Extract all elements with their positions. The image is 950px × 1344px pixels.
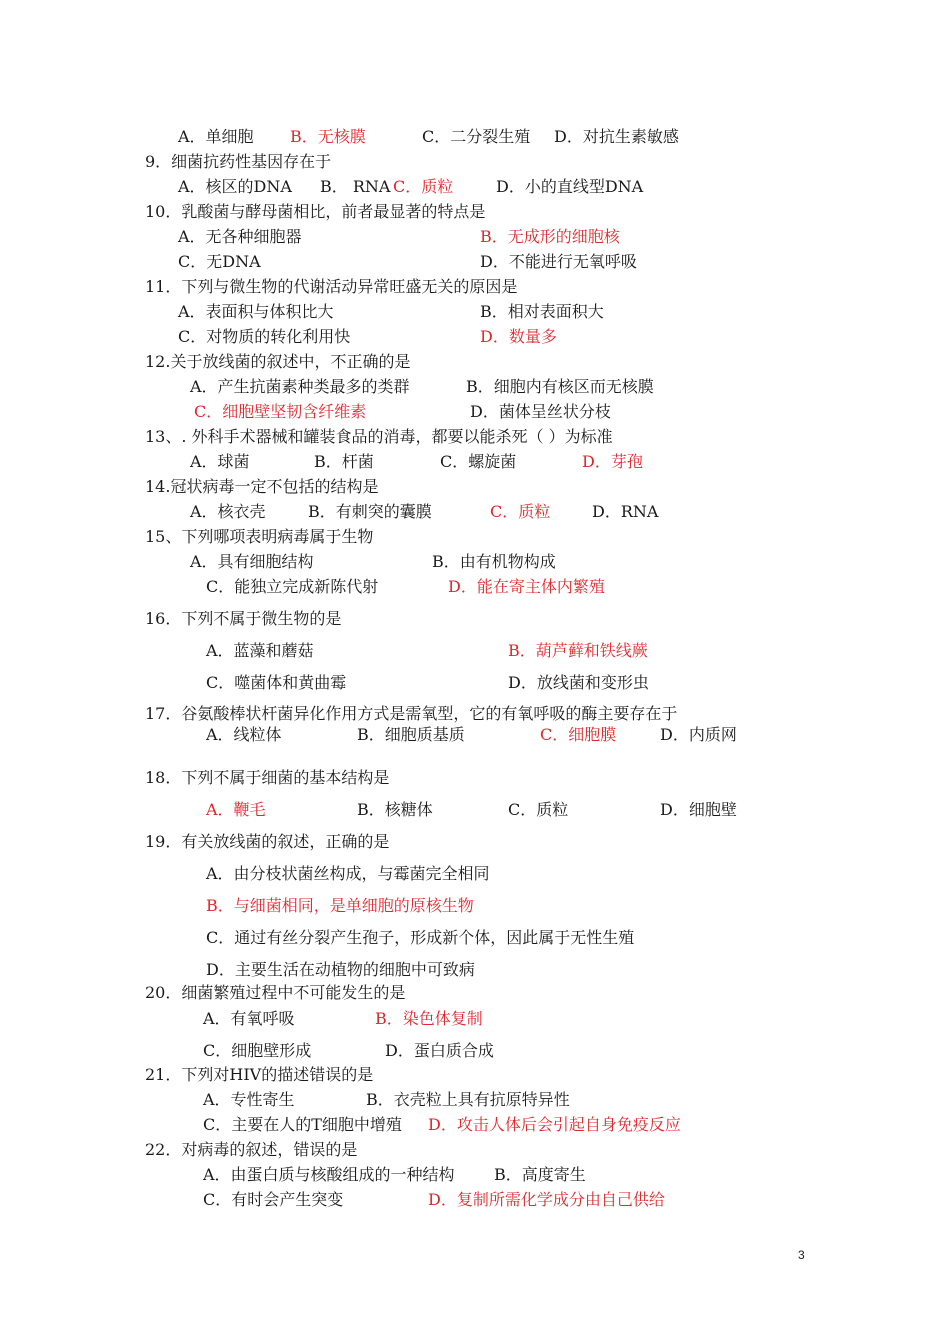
question-text: 22．对病毒的叙述，错误的是: [145, 1140, 358, 1159]
question-text: B．核糖体: [357, 800, 433, 819]
question-text: C．细胞壁形成: [203, 1041, 312, 1060]
question-text: B．杆菌: [314, 452, 374, 471]
question-text: D．蛋白质合成: [385, 1041, 494, 1060]
question-text: A．专性寄生: [203, 1090, 295, 1109]
question-text: D．细胞壁: [660, 800, 737, 819]
question-text: A．核区的DNA: [178, 177, 292, 196]
question-text: A．表面积与体积比大: [178, 302, 334, 321]
question-text: 21．下列对HIV的描述错误的是: [145, 1065, 374, 1084]
question-text: D．对抗生素敏感: [554, 127, 679, 146]
question-text: A．球菌: [190, 452, 250, 471]
answer-text: C．质粒: [490, 502, 551, 521]
question-text: 15、下列哪项表明病毒属于生物: [145, 527, 374, 546]
question-text: B．有刺突的囊膜: [308, 502, 432, 521]
answer-text: D．芽孢: [582, 452, 643, 471]
question-text: B．高度寄生: [494, 1165, 586, 1184]
question-text: A．由分枝状菌丝构成，与霉菌完全相同: [206, 864, 490, 883]
question-text: C．对物质的转化利用快: [178, 327, 351, 346]
answer-text: C．细胞膜: [540, 725, 617, 744]
question-text: 13、. 外科手术器械和罐装食品的消毒，都要以能杀死（ ）为标准: [145, 427, 613, 446]
question-text: C．有时会产生突变: [203, 1190, 344, 1209]
question-text: C．主要在人的T细胞中增殖: [203, 1115, 402, 1134]
answer-text: B．无成形的细胞核: [480, 227, 620, 246]
question-text: D．菌体呈丝状分枝: [470, 402, 611, 421]
question-text: 20．细菌繁殖过程中不可能发生的是: [145, 983, 406, 1002]
answer-text: A．鞭毛: [206, 800, 266, 819]
question-text: D．内质网: [660, 725, 737, 744]
answer-text: C．质粒: [393, 177, 454, 196]
question-text: D．不能进行无氧呼吸: [480, 252, 637, 271]
question-text: B．细胞内有核区而无核膜: [466, 377, 654, 396]
question-text: C．通过有丝分裂产生孢子，形成新个体，因此属于无性生殖: [206, 928, 635, 947]
question-text: 9．细菌抗药性基因存在于: [145, 152, 332, 171]
question-text: 16．下列不属于微生物的是: [145, 609, 342, 628]
question-text: C．噬菌体和黄曲霉: [206, 673, 347, 692]
question-text: A．有氧呼吸: [203, 1009, 295, 1028]
answer-text: D．能在寄主体内繁殖: [448, 577, 605, 596]
question-text: 11．下列与微生物的代谢活动异常旺盛无关的原因是: [145, 277, 518, 296]
question-text: C．螺旋菌: [440, 452, 517, 471]
answer-text: B．无核膜: [290, 127, 366, 146]
question-text: C．无DNA: [178, 252, 261, 271]
answer-text: C．细胞壁坚韧含纤维素: [194, 402, 367, 421]
answer-text: B．染色体复制: [375, 1009, 483, 1028]
question-text: 10．乳酸菌与酵母菌相比，前者最显著的特点是: [145, 202, 486, 221]
answer-text: D．数量多: [480, 327, 557, 346]
question-text: B．由有机物构成: [432, 552, 556, 571]
question-text: D．小的直线型DNA: [496, 177, 644, 196]
question-text: 18．下列不属于细菌的基本结构是: [145, 768, 390, 787]
page-number: 3: [798, 1248, 805, 1262]
answer-text: B．葫芦藓和铁线蕨: [508, 641, 648, 660]
question-text: B．相对表面积大: [480, 302, 604, 321]
question-text: 12.关于放线菌的叙述中，不正确的是: [145, 352, 411, 371]
question-text: A．单细胞: [178, 127, 254, 146]
question-text: A．由蛋白质与核酸组成的一种结构: [203, 1165, 455, 1184]
question-text: B． RNA: [320, 177, 391, 196]
answer-text: D．复制所需化学成分由自己供给: [428, 1190, 665, 1209]
question-text: D．放线菌和变形虫: [508, 673, 649, 692]
question-text: A．无各种细胞器: [178, 227, 302, 246]
question-text: B．衣壳粒上具有抗原特异性: [366, 1090, 570, 1109]
question-text: A．蓝藻和蘑菇: [206, 641, 314, 660]
question-text: A．具有细胞结构: [190, 552, 314, 571]
question-text: 14.冠状病毒一定不包括的结构是: [145, 477, 379, 496]
question-text: 19．有关放线菌的叙述，正确的是: [145, 832, 390, 851]
question-text: D．RNA: [592, 502, 659, 521]
question-text: D．主要生活在动植物的细胞中可致病: [206, 960, 475, 979]
question-text: B．细胞质基质: [357, 725, 465, 744]
question-text: A．线粒体: [206, 725, 282, 744]
question-text: A．核衣壳: [190, 502, 266, 521]
question-text: C．二分裂生殖: [422, 127, 531, 146]
question-text: A．产生抗菌素种类最多的类群: [190, 377, 410, 396]
answer-text: B．与细菌相同，是单细胞的原核生物: [206, 896, 474, 915]
question-text: 17．谷氨酸棒状杆菌异化作用方式是需氧型，它的有氧呼吸的酶主要存在于: [145, 704, 678, 723]
question-text: C．质粒: [508, 800, 569, 819]
answer-text: D．攻击人体后会引起自身免疫反应: [428, 1115, 681, 1134]
question-text: C．能独立完成新陈代射: [206, 577, 379, 596]
